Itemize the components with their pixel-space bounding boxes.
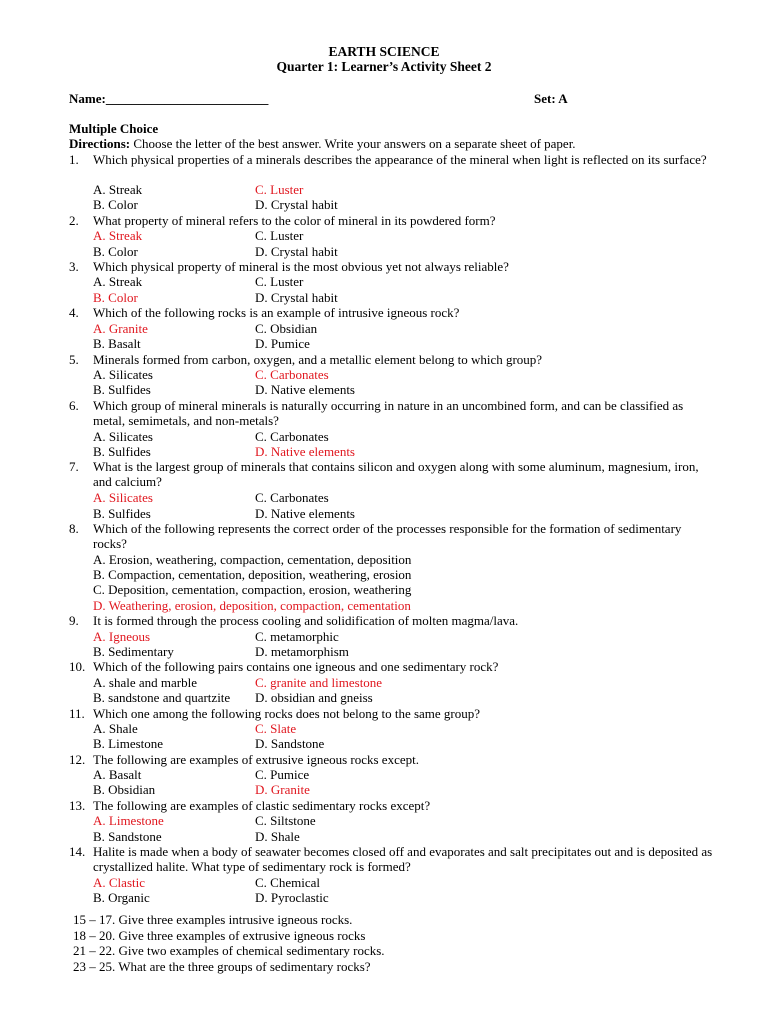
option-d: D. Native elements	[255, 506, 355, 521]
option-d: D. Crystal habit	[255, 290, 338, 305]
option-a-answer: A. Silicates	[93, 490, 153, 505]
question-number: 1.	[69, 152, 79, 167]
question-text: Which of the following pairs contains one igneous and one sedimentary rock?	[93, 659, 499, 674]
directions-text: Choose the letter of the best answer. Write your answers on a separate sheet of paper.	[130, 136, 576, 151]
option-d: D. Pumice	[255, 336, 310, 351]
directions	[69, 136, 576, 151]
option-a-answer: A. Granite	[93, 321, 148, 336]
option-c: C. Deposition, cementation, compaction, erosion, weathering	[93, 582, 412, 597]
question-number: 11.	[69, 706, 85, 721]
question-number: 8.	[69, 521, 79, 536]
question-text: Which of the following rocks is an example of intrusive igneous rock?	[93, 305, 460, 320]
option-a: A. Streak	[93, 274, 143, 289]
option-a-answer: A. Clastic	[93, 875, 145, 890]
subject-title: EARTH SCIENCE	[328, 44, 440, 59]
option-d-answer: D. Weathering, erosion, deposition, compaction, cementation	[93, 598, 411, 613]
option-c-answer: C. Luster	[255, 182, 304, 197]
question-number: 3.	[69, 259, 79, 274]
name-field-label: Name:_________________________	[69, 91, 269, 106]
option-b: B. Compaction, cementation, deposition, weathering, erosion	[93, 567, 412, 582]
option-d: D. Native elements	[255, 382, 355, 397]
question-number: 12.	[69, 752, 86, 767]
question-number: 7.	[69, 459, 79, 474]
option-b: B. Color	[93, 244, 138, 259]
option-d: D. metamorphism	[255, 644, 349, 659]
option-c: C. Luster	[255, 274, 304, 289]
option-b: B. Color	[93, 197, 138, 212]
option-c: C. Obsidian	[255, 321, 318, 336]
option-a-answer: A. Streak	[93, 228, 143, 243]
option-a: A. Erosion, weathering, compaction, cementation, deposition	[93, 552, 412, 567]
sheet-title: Quarter 1: Learner’s Activity Sheet 2	[276, 59, 492, 74]
option-c: C. Luster	[255, 228, 304, 243]
question-text: Which physical properties of a minerals describes the appearance of the mineral when light is reflected on its surface?	[93, 152, 707, 167]
essay-item-15-17: 15 – 17. Give three examples intrusive igneous rocks.	[73, 912, 353, 927]
question-number: 14.	[69, 844, 86, 859]
question-text: Minerals formed from carbon, oxygen, and a metallic element belong to which group?	[93, 352, 543, 367]
option-b: B. Sulfides	[93, 382, 151, 397]
option-b: B. Basalt	[93, 336, 141, 351]
option-b: B. Organic	[93, 890, 150, 905]
option-b: B. Sedimentary	[93, 644, 174, 659]
question-text: The following are examples of clastic sedimentary rocks except?	[93, 798, 431, 813]
question-text: Halite is made when a body of seawater becomes closed off and evaporates and salt precipitates out and is deposited as crystallized halite. What type of sedimentary rock is formed?	[93, 844, 713, 875]
option-b: B. Sulfides	[93, 506, 151, 521]
question-number: 13.	[69, 798, 86, 813]
question-number: 10.	[69, 659, 86, 674]
question-number: 6.	[69, 398, 79, 413]
option-b: B. Sandstone	[93, 829, 162, 844]
essay-item-18-20: 18 – 20. Give three examples of extrusive igneous rocks	[73, 928, 366, 943]
option-d-answer: D. Native elements	[255, 444, 355, 459]
option-a-answer: A. Limestone	[93, 813, 164, 828]
question-text: What is the largest group of minerals that contains silicon and oxygen along with some aluminum, magnesium, iron, and calcium?	[93, 459, 699, 490]
option-d: D. Crystal habit	[255, 197, 338, 212]
option-d: D. Shale	[255, 829, 300, 844]
directions-label: Directions:	[69, 136, 131, 151]
option-c: C. Siltstone	[255, 813, 316, 828]
option-c: C. Carbonates	[255, 429, 329, 444]
option-b: B. Limestone	[93, 736, 164, 751]
essay-item-23-25: 23 – 25. What are the three groups of sedimentary rocks?	[73, 959, 371, 974]
option-d: D. Sandstone	[255, 736, 325, 751]
option-b: B. Obsidian	[93, 782, 156, 797]
question-number: 5.	[69, 352, 79, 367]
question-number: 9.	[69, 613, 79, 628]
option-a: A. Silicates	[93, 429, 153, 444]
option-b-answer: B. Color	[93, 290, 138, 305]
option-c-answer: C. Slate	[255, 721, 297, 736]
question-number: 4.	[69, 305, 79, 320]
section-title: Multiple Choice	[69, 121, 159, 136]
option-a: A. Silicates	[93, 367, 153, 382]
question-text: The following are examples of extrusive igneous rocks except.	[93, 752, 419, 767]
option-a: A. Basalt	[93, 767, 142, 782]
question-text: What property of mineral refers to the color of mineral in its powdered form?	[93, 213, 496, 228]
option-a-answer: A. Igneous	[93, 629, 151, 644]
option-c-answer: C. Carbonates	[255, 367, 329, 382]
option-d: D. obsidian and gneiss	[255, 690, 373, 705]
set-label: Set: A	[534, 91, 568, 106]
option-d: D. Crystal habit	[255, 244, 338, 259]
question-text: Which of the following represents the correct order of the processes responsible for the formation of sedimentary rocks?	[93, 521, 682, 552]
option-a: A. shale and marble	[93, 675, 197, 690]
option-d: D. Pyroclastic	[255, 890, 329, 905]
question-text: Which physical property of mineral is the most obvious yet not always reliable?	[93, 259, 509, 274]
question-number: 2.	[69, 213, 79, 228]
option-c: C. Carbonates	[255, 490, 329, 505]
option-c: C. Pumice	[255, 767, 310, 782]
option-c: C. metamorphic	[255, 629, 339, 644]
option-c: C. Chemical	[255, 875, 320, 890]
option-b: B. sandstone and quartzite	[93, 690, 231, 705]
option-c-answer: C. granite and limestone	[255, 675, 383, 690]
option-d-answer: D. Granite	[255, 782, 310, 797]
option-a: A. Shale	[93, 721, 138, 736]
question-text: Which one among the following rocks does not belong to the same group?	[93, 706, 481, 721]
option-a: A. Streak	[93, 182, 143, 197]
essay-item-21-22: 21 – 22. Give two examples of chemical sedimentary rocks.	[73, 943, 385, 958]
option-b: B. Sulfides	[93, 444, 151, 459]
question-text: Which group of mineral minerals is naturally occurring in nature in an uncombined form, and can be classified as metal, semimetals, and non-metals?	[93, 398, 684, 429]
question-text: It is formed through the process cooling and solidification of molten magma/lava.	[93, 613, 519, 628]
